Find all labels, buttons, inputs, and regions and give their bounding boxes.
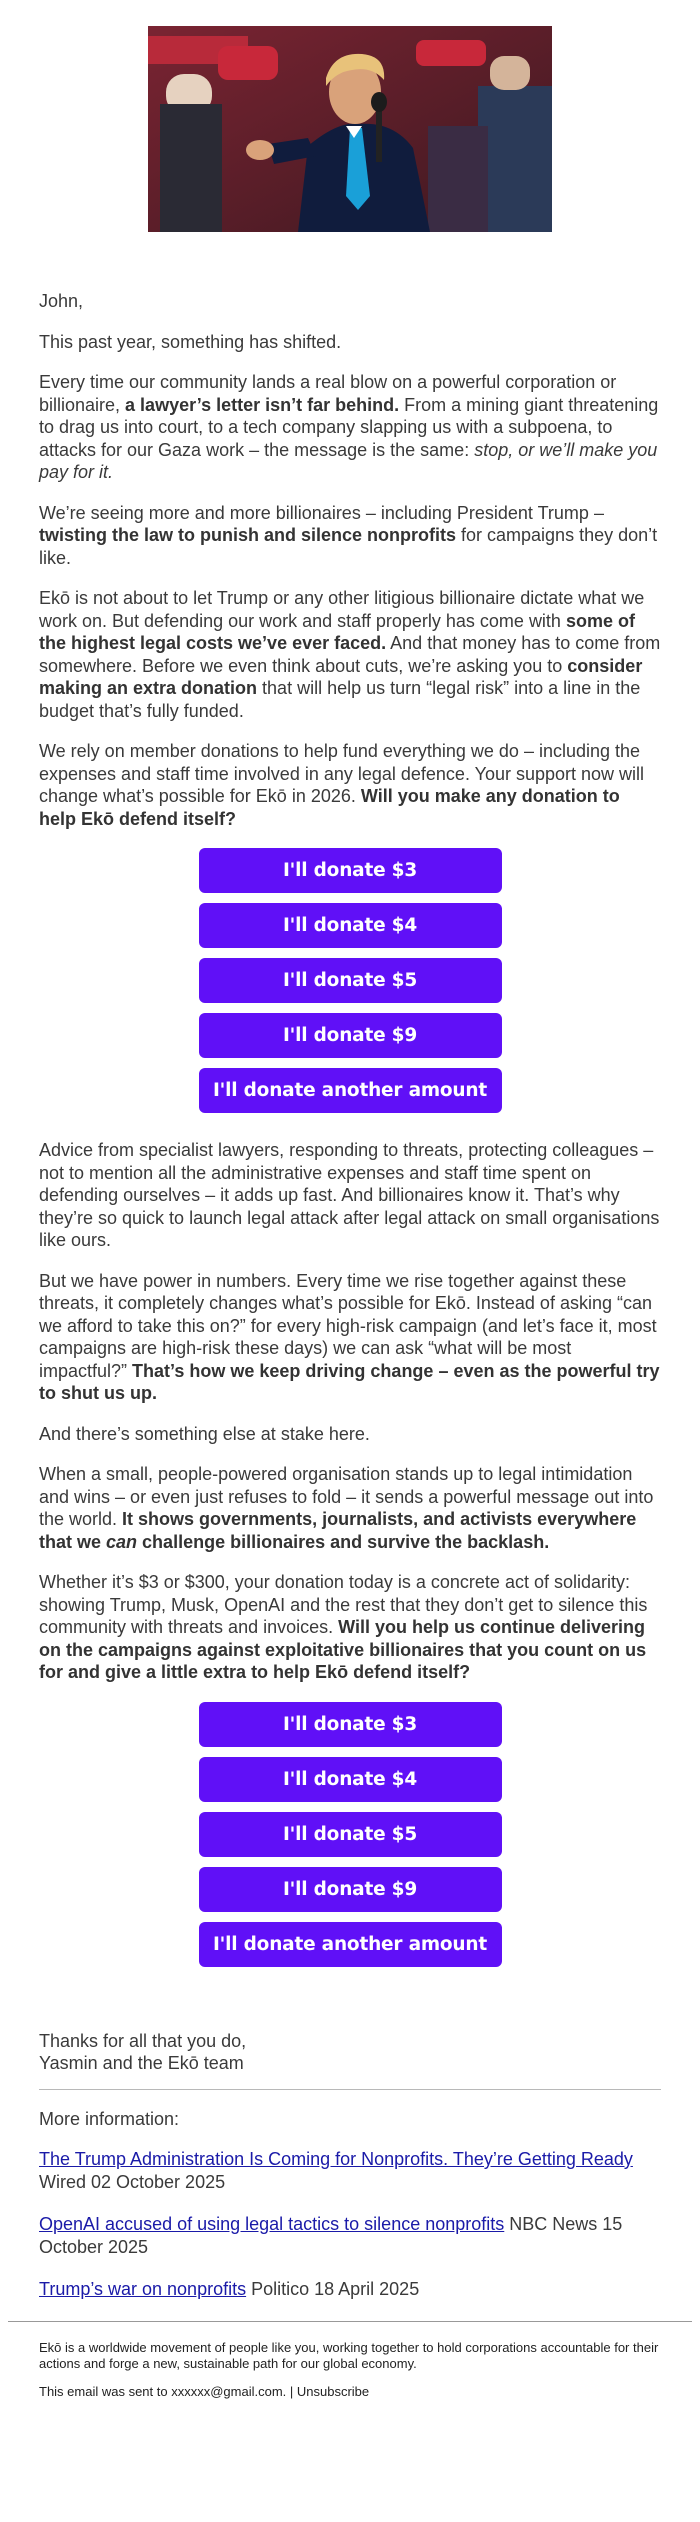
donate-button-group-2	[39, 1702, 661, 1977]
paragraph-donation-ask: We rely on member donations to help fund everything we do – including the expenses and staff time involved in any legal defence. Your support now will change what’s possible for Ekō in 2026. Will you make any donation to help Ekō defend itself?	[39, 741, 645, 829]
salutation: John,	[39, 291, 84, 311]
references-list	[39, 2148, 661, 2301]
unsubscribe-link[interactable]: Unsubscribe	[296, 2383, 370, 2399]
reference-link-politico[interactable]: Trump’s war on nonprofits	[39, 2279, 247, 2299]
reference-link-nbc[interactable]: OpenAI accused of using legal tactics to silence nonprofits	[39, 2214, 505, 2234]
reference-item: OpenAI accused of using legal tactics to silence nonprofits NBC News 15 October 2025	[39, 2214, 623, 2257]
donate-9-button[interactable]: I'll donate $9	[199, 1867, 502, 1912]
reference-item: Trump’s war on nonprofits Politico 18 April 2025	[39, 2279, 420, 2299]
donate-4-button[interactable]: I'll donate $4	[199, 1757, 502, 1802]
footer-sent-to: This email was sent to xxxxxx@gmail.com. | Unsubscribe	[39, 2383, 370, 2399]
footer-about: Ekō is a worldwide movement of people like you, working together to hold corporations accountable for their actions and forge a new, sustainable path for our global economy.	[39, 2339, 659, 2371]
campaign-rally-photo-icon	[148, 26, 552, 232]
signoff: Thanks for all that you do, Yasmin and the Ekō team	[39, 2030, 247, 2073]
donate-other-amount-button[interactable]: I'll donate another amount	[199, 1068, 502, 1113]
reference-item: The Trump Administration Is Coming for Nonprofits. They’re Getting Ready Wired 02 October 2025	[39, 2149, 633, 2192]
paragraph-legal-costs: Ekō is not about to let Trump or any other litigious billionaire dictate what we work on. But defending our work and staff properly has come with some of the highest legal costs we’ve ever faced. And that money has to come from somewhere. Before we even think about cuts, we’re asking you to consider making an extra donation that will help us turn “legal risk” into a line in the budget that’s fully funded.	[39, 588, 661, 721]
email-body	[0, 26, 700, 2400]
paragraph-solidarity: Whether it’s $3 or $300, your donation today is a concrete act of solidarity: showing Trump, Musk, OpenAI and the rest that they don’t get to silence this community with threats and invoices. Will you help us continue delivering on the campaigns against exploitative billionaires that you count on us for and give a little extra to help Ekō defend itself?	[39, 1572, 648, 1682]
donate-5-button[interactable]: I'll donate $5	[199, 1812, 502, 1857]
donate-4-button[interactable]: I'll donate $4	[199, 903, 502, 948]
paragraph-at-stake: And there’s something else at stake here.	[39, 1423, 370, 1444]
divider	[39, 2089, 661, 2090]
reference-link-wired[interactable]: The Trump Administration Is Coming for Nonprofits. They’re Getting Ready	[39, 2149, 633, 2169]
footer	[0, 2322, 700, 2400]
intro-paragraph: This past year, something has shifted.	[39, 331, 342, 352]
paragraph-legal-threats: Every time our community lands a real blow on a powerful corporation or billionaire, a lawyer’s letter isn’t far behind. From a mining giant threatening to drag us into court, to a tech company slapping us with a subpoena, to attacks for our Gaza work – the message is the same: stop, or we’ll make you pay for it.	[39, 372, 659, 482]
more-info-heading: More information:	[39, 2108, 180, 2129]
paragraph-powerful-message: When a small, people-powered organisation stands up to legal intimidation and wins – or even just refuses to fold – it sends a powerful message out into the world. It shows governments, journalists, and activists everywhere that we can challenge billionaires and survive the backlash.	[39, 1464, 654, 1552]
paragraph-costs-add-up: Advice from specialist lawyers, responding to threats, protecting colleagues – not to mention all the administrative expenses and staff time spent on defending ourselves – it adds up fast. And billionaires know it. That’s why they’re so quick to launch legal attack after legal attack on small organisations like ours.	[39, 1140, 660, 1250]
hero-image	[148, 26, 552, 232]
donate-5-button[interactable]: I'll donate $5	[199, 958, 502, 1003]
donate-other-amount-button[interactable]: I'll donate another amount	[199, 1922, 502, 1967]
donate-3-button[interactable]: I'll donate $3	[199, 1702, 502, 1747]
donate-button-group-1	[39, 848, 661, 1123]
paragraph-power-in-numbers: But we have power in numbers. Every time we rise together against these threats, it completely changes what’s possible for Ekō. Instead of asking “can we afford to take this on?” for every high-risk campaign (and let’s face it, most campaigns are high-risk these days) we can ask “what will be most impactful?” That’s how we keep driving change – even as the powerful try to shut us up.	[39, 1270, 660, 1403]
paragraph-billionaires: We’re seeing more and more billionaires – including President Trump – twisting the law to punish and silence nonprofits for campaigns they don’t like.	[39, 502, 658, 568]
donate-9-button[interactable]: I'll donate $9	[199, 1013, 502, 1058]
donate-3-button[interactable]: I'll donate $3	[199, 848, 502, 893]
